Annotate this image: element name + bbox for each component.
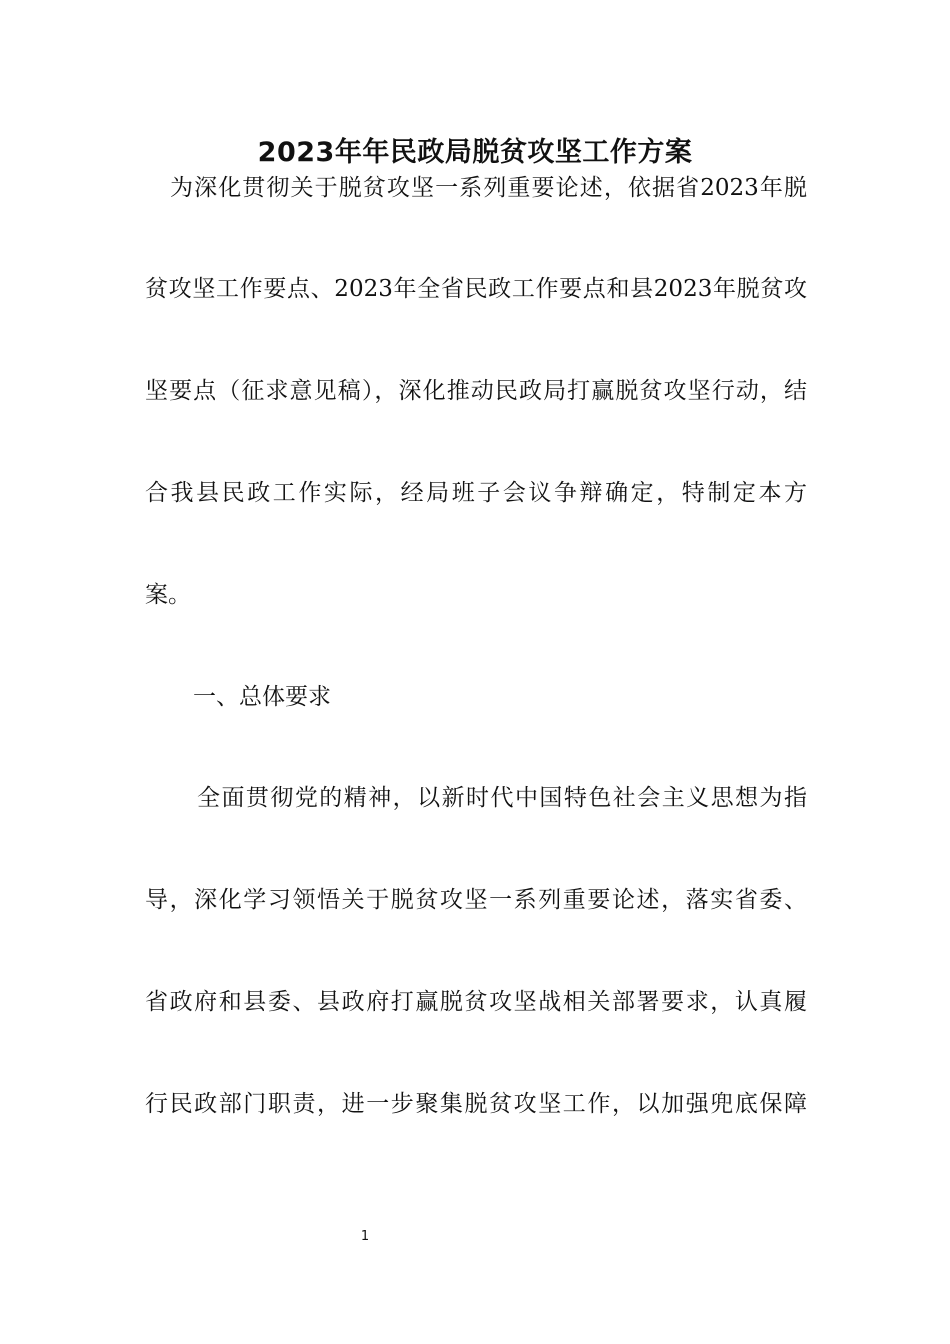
paragraph-line: 案。 (145, 582, 191, 608)
paragraph-line: 导，深化学习领悟关于脱贫攻坚一系列重要论述，落实省委、 (145, 887, 807, 913)
section-heading: 一、总体要求 (193, 684, 331, 710)
paragraph-line: 全面贯彻党的精神，以新时代中国特色社会主义思想为指 (197, 785, 807, 811)
paragraph-line: 合我县民政工作实际，经局班子会议争辩确定，特制定本方 (145, 480, 807, 506)
paragraph-line: 省政府和县委、县政府打赢脱贫攻坚战相关部署要求，认真履 (145, 989, 807, 1015)
paragraph-line: 贫攻坚工作要点、2023年全省民政工作要点和县2023年脱贫攻 (145, 276, 807, 302)
page-number: 1 (360, 1229, 370, 1244)
paragraph-line: 坚要点（征求意见稿），深化推动民政局打赢脱贫攻坚行动，结 (145, 378, 807, 404)
paragraph-line: 行民政部门职责，进一步聚集脱贫攻坚工作，以加强兜底保障 (145, 1091, 807, 1117)
document-title: 2023年年民政局脱贫攻坚工作方案 (257, 137, 693, 168)
paragraph-line: 为深化贯彻关于脱贫攻坚一系列重要论述，依据省2023年脱 (170, 175, 807, 201)
